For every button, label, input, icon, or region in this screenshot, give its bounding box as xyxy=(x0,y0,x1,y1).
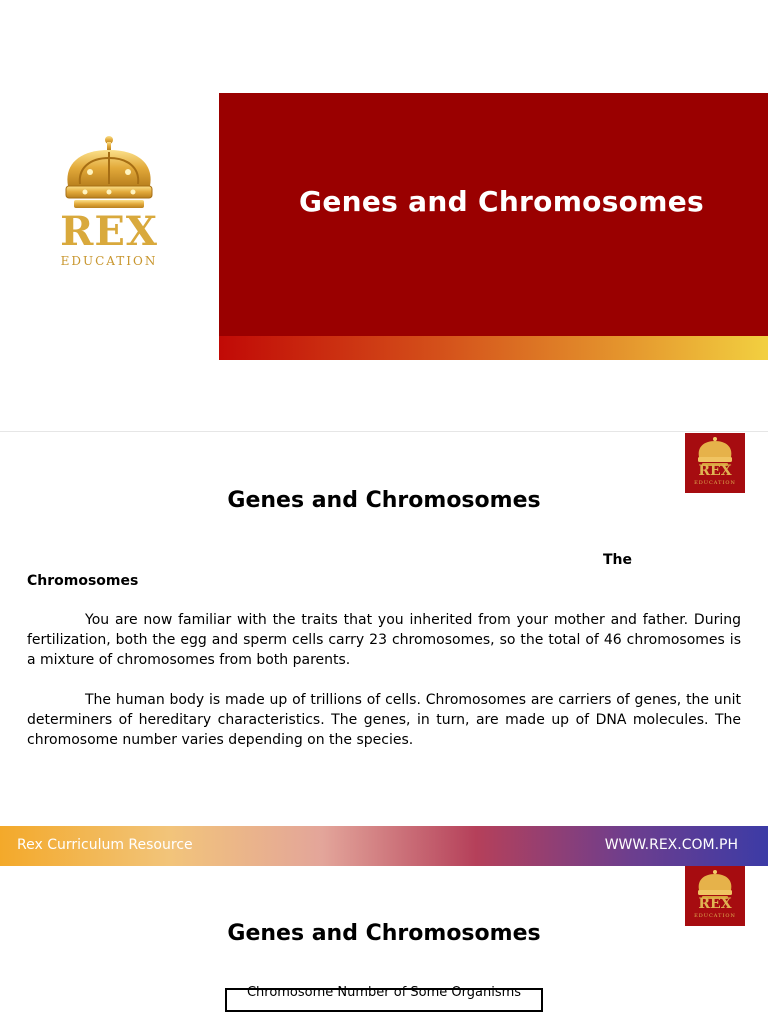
title-slide xyxy=(0,0,768,432)
subheading-part-1: The xyxy=(603,552,633,568)
page-heading: Genes and Chromosomes xyxy=(227,488,541,513)
logo-brand: REX xyxy=(60,208,158,255)
table-caption-box xyxy=(225,985,543,1012)
logo-brand: REX xyxy=(698,896,732,912)
footer-website-link[interactable]: WWW.REX.COM.PH xyxy=(604,837,738,853)
slide-title: Genes and Chromosomes xyxy=(299,185,704,218)
footer-bar xyxy=(0,826,768,866)
subheading-part-2: Chromosomes xyxy=(27,573,139,589)
paragraph: The human body is made up of trillions of cells. Chromosomes are carriers of genes, the unit determiners of hereditary characteristics. The genes, in turn, are made up of DNA molecules. The chromosome number varies depending on the species. xyxy=(27,692,741,748)
logo-tagline: EDUCATION xyxy=(694,480,736,486)
content-page xyxy=(0,433,768,866)
page-heading: Genes and Chromosomes xyxy=(227,921,541,946)
logo-tagline: EDUCATION xyxy=(60,254,158,268)
rex-education-logo xyxy=(50,134,168,270)
gradient-bar xyxy=(219,336,768,360)
footer-left-text: Rex Curriculum Resource xyxy=(17,837,193,853)
logo-tagline: EDUCATION xyxy=(694,913,736,919)
content-page xyxy=(0,866,768,1024)
rex-education-logo-small xyxy=(685,433,745,493)
paragraph: You are now familiar with the traits that you inherited from your mother and father. During fertilization, both the egg and sperm cells carry 23 chromosomes, so the total of 46 chromosomes is a mixture of chromosomes from both parents. xyxy=(27,612,741,668)
crown-icon xyxy=(50,134,168,214)
rex-education-logo-small xyxy=(685,866,745,926)
logo-brand: REX xyxy=(698,463,732,479)
title-banner xyxy=(219,93,768,336)
table-caption: Chromosome Number of Some Organisms xyxy=(246,985,522,1000)
